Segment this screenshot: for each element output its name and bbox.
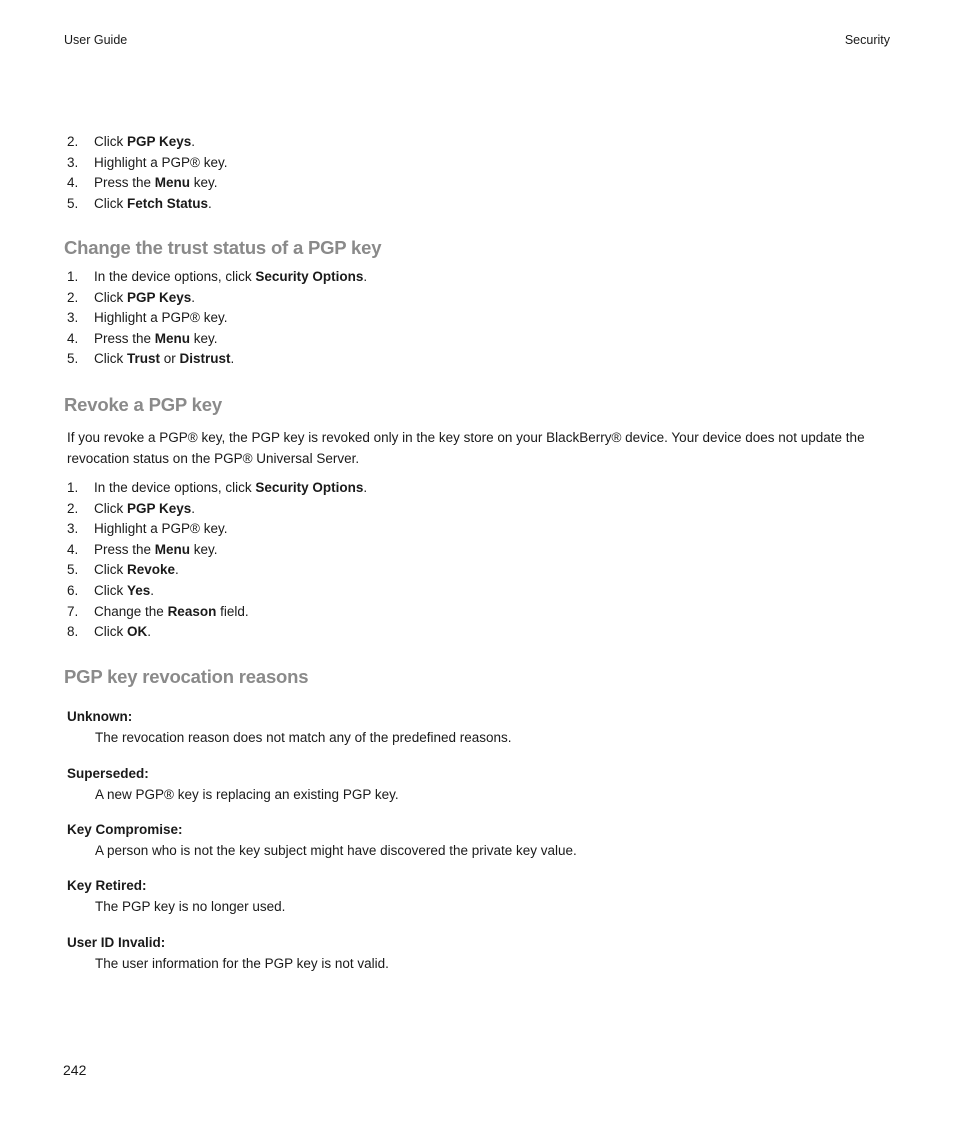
running-header-title: User Guide [64, 33, 128, 47]
list-item: 8. Click OK. [67, 624, 152, 640]
list-item: 3. Highlight a PGP® key. [67, 310, 228, 326]
section-heading-revoke: Revoke a PGP key [64, 394, 222, 415]
list-item: 4. Press the Menu key. [67, 175, 218, 191]
list-item: 2. Click PGP Keys. [67, 289, 196, 305]
reason-definition: A person who is not the key subject might have discovered the private key value. [95, 843, 577, 858]
reason-term: Superseded: [67, 766, 149, 781]
reason-definition: The user information for the PGP key is not valid. [95, 956, 389, 971]
reason-term: Key Retired: [67, 878, 147, 893]
reason-term: Unknown: [67, 709, 133, 724]
reason-definition: The PGP key is no longer used. [95, 899, 286, 914]
reason-term: User ID Invalid: [67, 935, 166, 950]
list-item: 1. In the device options, click Security Options. [67, 269, 368, 284]
revoke-steps-list [64, 478, 884, 643]
revoke-intro-paragraph: If you revoke a PGP® key, the PGP key is revoked only in the key store on your BlackBerry® device. Your device does not update the revocation status on the PGP® Universal Server. [67, 430, 865, 466]
list-item: 1. In the device options, click Security Options. [67, 480, 368, 495]
list-item: 6. Click Yes. [67, 582, 155, 598]
section-heading-trust: Change the trust status of a PGP key [64, 237, 382, 258]
list-item: 5. Click Fetch Status. [67, 195, 212, 211]
list-item: 4. Press the Menu key. [67, 330, 218, 346]
reason-definition: The revocation reason does not match any of the predefined reasons. [95, 730, 512, 745]
trust-steps-list [64, 267, 884, 370]
list-item: 5. Click Revoke. [67, 562, 179, 578]
list-item: 2. Click PGP Keys. [67, 134, 196, 149]
list-item: 4. Press the Menu key. [67, 541, 218, 557]
reason-definition: A new PGP® key is replacing an existing PGP key. [95, 787, 399, 802]
list-item: 3. Highlight a PGP® key. [67, 521, 228, 537]
list-item: 3. Highlight a PGP® key. [67, 154, 228, 170]
list-item: 5. Click Trust or Distrust. [67, 351, 235, 367]
continued-steps-list [64, 132, 884, 214]
reason-term: Key Compromise: [67, 822, 183, 837]
list-item: 2. Click PGP Keys. [67, 500, 196, 516]
running-header-section: Security [844, 33, 890, 47]
page-number: 242 [63, 1062, 87, 1078]
list-item: 7. Change the Reason field. [67, 603, 249, 619]
section-heading-reasons: PGP key revocation reasons [64, 666, 309, 687]
